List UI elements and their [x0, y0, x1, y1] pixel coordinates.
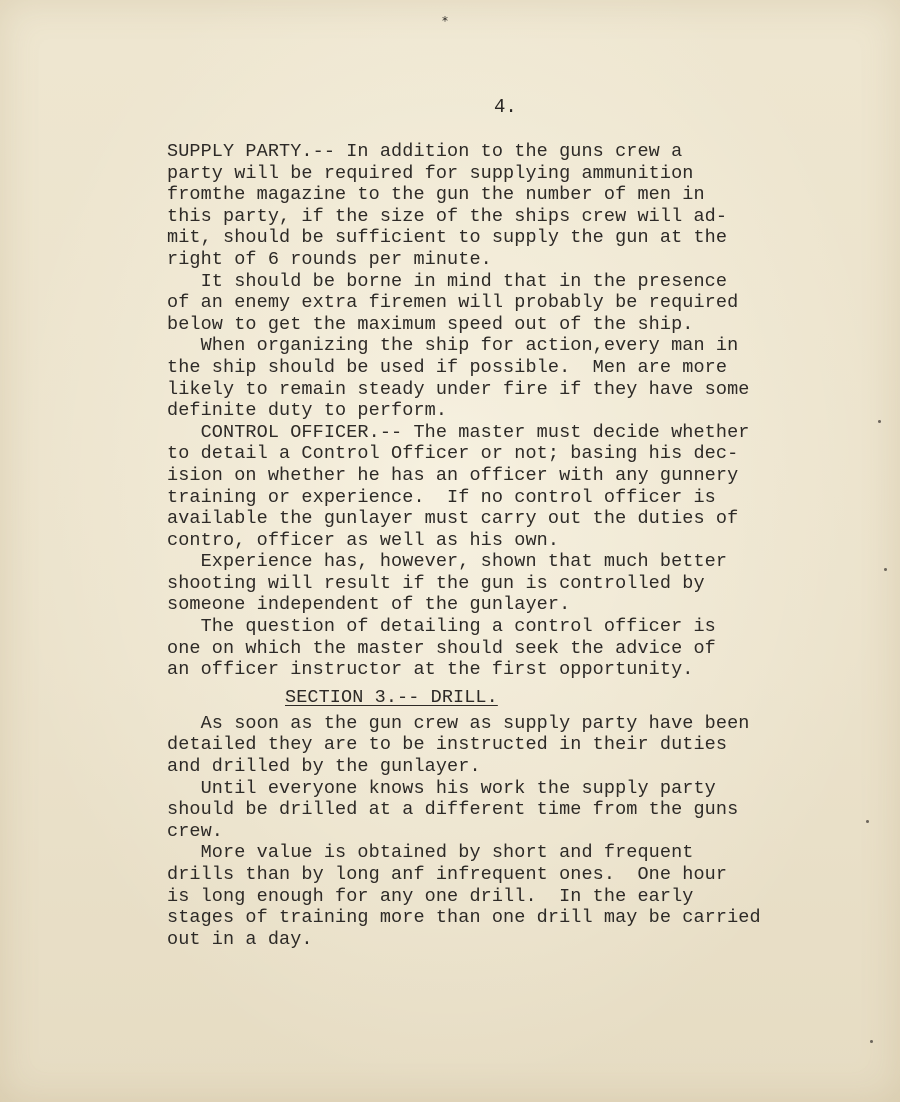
paper-speck: [884, 568, 887, 571]
text-line: definite duty to perform.: [167, 400, 448, 422]
text-line: CONTROL OFFICER.-- The master must decide whether: [167, 421, 750, 443]
text-line: detailed they are to be instructed in their duties: [167, 734, 728, 756]
text-line: As soon as the gun crew as supply party have been: [167, 712, 750, 734]
text-line: Until everyone knows his work the supply party: [167, 777, 716, 799]
text-line: mit, should be sufficient to supply the gun at the: [167, 227, 728, 249]
text-line: crew.: [167, 820, 224, 842]
text-line: SUPPLY PARTY.-- In addition to the guns crew a: [167, 141, 683, 162]
paper-speck: [866, 820, 869, 823]
text-line: someone independent of the gunlayer.: [167, 594, 571, 616]
section-heading: SECTION 3.-- DRILL.: [285, 686, 498, 708]
text-line: It should be borne in mind that in the presence: [167, 270, 728, 292]
top-mark: *: [442, 14, 448, 28]
text-line: to detail a Control Officer or not; basing his dec-: [167, 443, 739, 465]
text-line: should be drilled at a different time from the guns: [167, 799, 739, 821]
text-line: contro, officer as well as his own.: [167, 529, 560, 551]
text-line: When organizing the ship for action,every man in: [167, 335, 739, 357]
text-line: Experience has, however, shown that much better: [167, 551, 728, 573]
paper-speck: [870, 1040, 873, 1043]
text-line: likely to remain steady under fire if they have some: [167, 378, 750, 400]
text-line: this party, if the size of the ships crew will ad-: [167, 205, 728, 227]
typewritten-body: [167, 141, 867, 950]
text-line: training or experience. If no control officer is: [167, 486, 716, 508]
text-line: the ship should be used if possible. Men are more: [167, 356, 728, 378]
text-line: below to get the maximum speed out of the ship.: [167, 313, 694, 335]
text-line: is long enough for any one drill. In the early: [167, 885, 694, 907]
text-line: one on which the master should seek the advice of: [167, 637, 716, 659]
text-line: party will be required for supplying ammunition: [167, 162, 694, 184]
text-line: The question of detailing a control officer is: [167, 616, 716, 638]
paper-speck: [878, 420, 881, 423]
text-line: right of 6 rounds per minute.: [167, 248, 492, 270]
text-line: available the gunlayer must carry out the duties of: [167, 508, 739, 530]
section-heading-row: [167, 681, 867, 713]
text-line: an officer instructor at the first opportunity.: [167, 659, 694, 681]
text-line: and drilled by the gunlayer.: [167, 756, 481, 778]
text-line: out in a day.: [167, 928, 313, 950]
text-line: stages of training more than one drill may be carried: [167, 907, 761, 929]
text-line: More value is obtained by short and frequent: [167, 842, 694, 864]
text-line: of an enemy extra firemen will probably be required: [167, 292, 739, 314]
text-line: fromthe magazine to the gun the number of men in: [167, 184, 705, 206]
text-line: drills than by long anf infrequent ones. One hour: [167, 864, 728, 885]
text-line: shooting will result if the gun is controlled by: [167, 572, 705, 594]
page-number: 4.: [494, 96, 517, 118]
text-line: ision on whether he has an officer with any gunnery: [167, 464, 739, 486]
